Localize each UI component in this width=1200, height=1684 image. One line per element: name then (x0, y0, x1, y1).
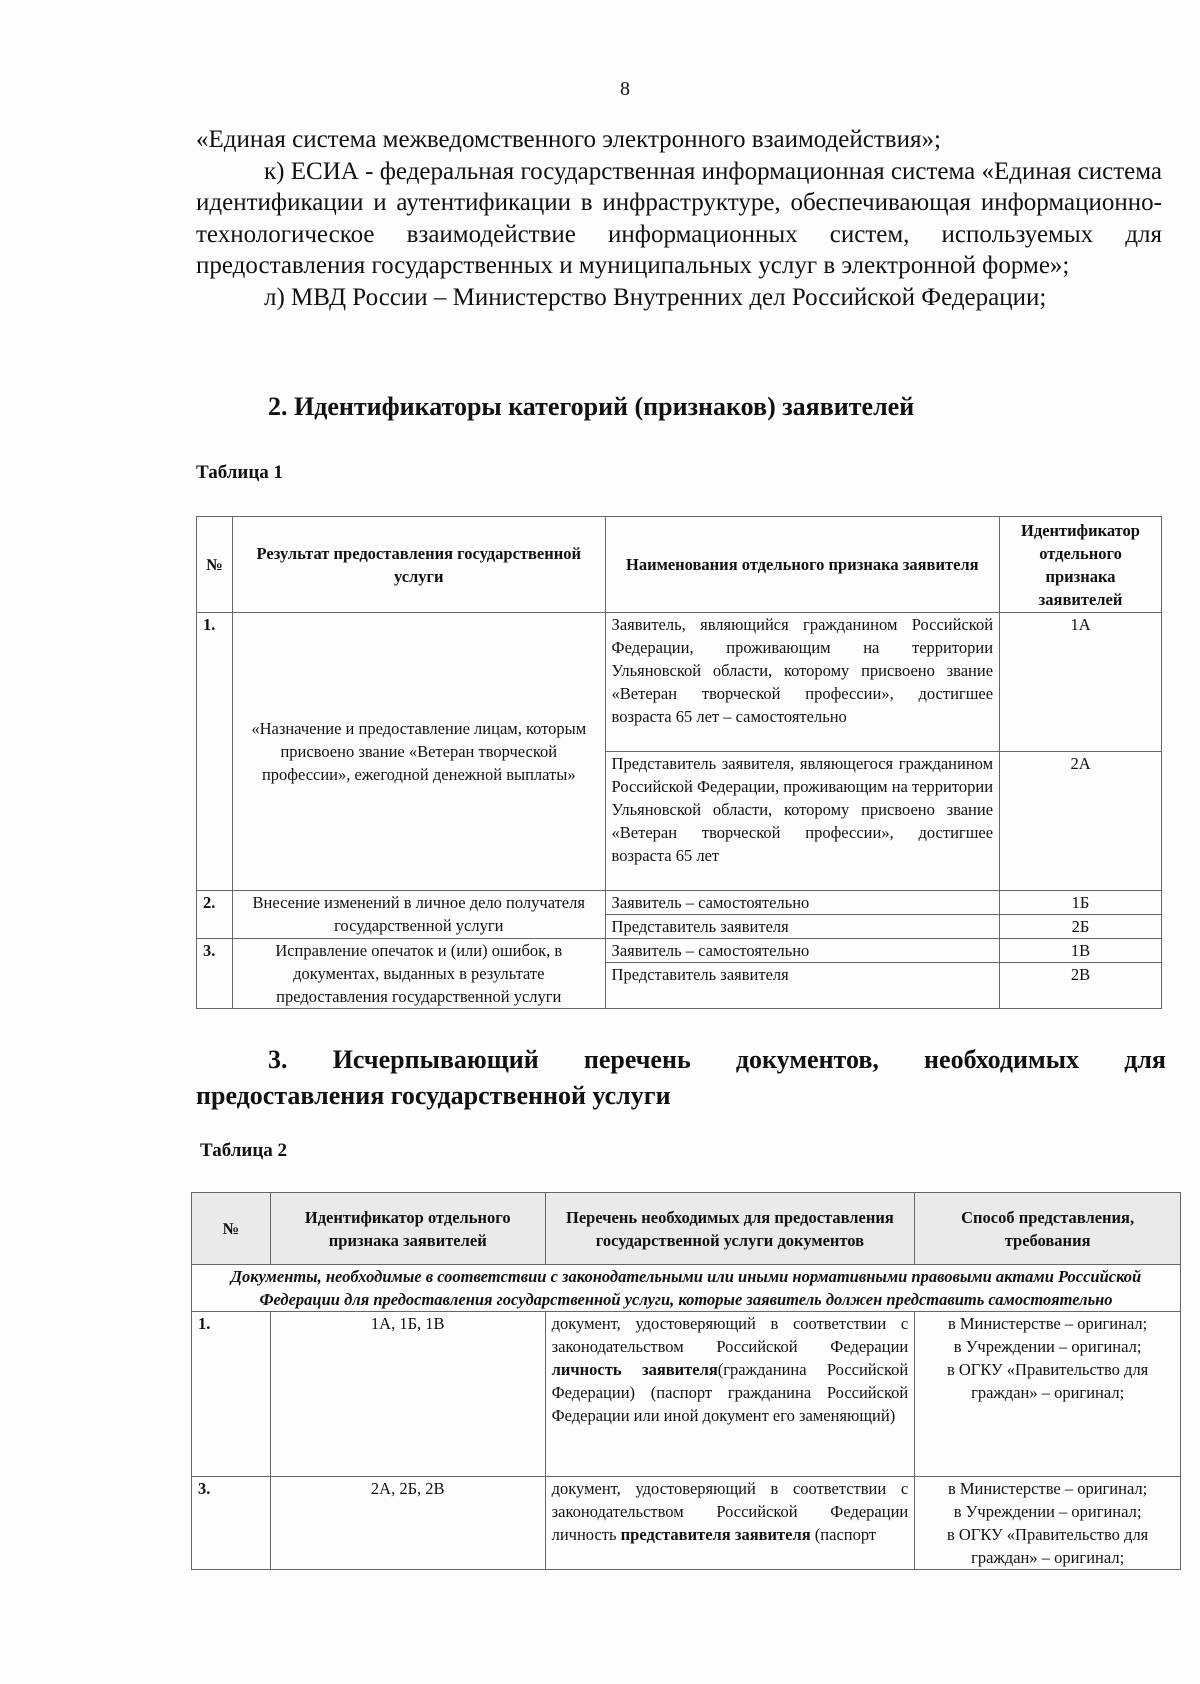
table-row (192, 1477, 1181, 1570)
attribute-name: Представитель заявителя, являющегося гражданином Российской Федерации, проживающим на территории Ульяновской области, которому присвоено звание «Ветеран творческой профессии», достигшее возраста 65 лет (605, 752, 1000, 891)
col-documents-header: Перечень необходимых для предоставления государственной услуги документов (545, 1193, 915, 1265)
table-1 (196, 516, 1162, 1009)
col-method-header: Способ представления, требования (915, 1193, 1181, 1265)
document-text-end: (гражданина Российской Федерации) (паспорт гражданина Российской Федерации или иной документ его заменяющий) (551, 1360, 909, 1425)
attribute-id: 1Б (1000, 891, 1162, 915)
section-row-text: Документы, необходимые в соответствии с законодательными или иными нормативными правовыми актами Российской Федерации для предоставления государственной услуги, которые заявитель должен представить самостоятельно (192, 1265, 1181, 1312)
section-3-heading (196, 1042, 1166, 1114)
attribute-id: 2А (1000, 752, 1162, 891)
method-item: в Министерстве – оригинал; (947, 1314, 1148, 1333)
document-bold-text: представителя заявителя (620, 1525, 811, 1544)
attribute-name: Заявитель, являющийся гражданином Российской Федерации, проживающим на территории Ульяновской области, которому присвоено звание «Ветеран творческой профессии», достигшее возраста 65 лет – самостоятельно (605, 613, 1000, 752)
document-bold-text: личность заявителя (551, 1360, 718, 1379)
method-item: в Учреждении – оригинал; (953, 1337, 1142, 1356)
method-item: в Учреждении – оригинал; (953, 1502, 1142, 1521)
document-text: документ, удостоверяющий в соответствии с законодательством Российской Федерации (551, 1314, 909, 1356)
col-identifier-header: Идентификатор отдельного признака заявителей (270, 1193, 545, 1265)
row-document (545, 1312, 915, 1477)
col-number-header: № (197, 517, 233, 613)
row-number: 3. (192, 1477, 271, 1570)
attribute-name: Заявитель – самостоятельно (605, 891, 1000, 915)
section-2-heading: 2. Идентификаторы категорий (признаков) заявителей (268, 392, 915, 421)
definition-k: к) ЕСИА - федеральная государственная информационная система «Единая система идентификации и аутентификации в инфраструктуре, обеспечивающая информационно-технологическое взаимодействие информационных систем, используемых для предоставления государственных и муниципальных услуг в электронной форме»; (196, 157, 1162, 279)
table-row (197, 939, 1162, 963)
table-row (197, 613, 1162, 752)
row-result: Исправление опечаток и (или) ошибок, в документах, выданных в результате предоставления государственной услуги (232, 939, 605, 1009)
section-3-heading-line1: 3. Исчерпывающий перечень документов, необходимых для (268, 1045, 1166, 1074)
table-2 (191, 1192, 1181, 1570)
attribute-name: Заявитель – самостоятельно (605, 939, 1000, 963)
row-number: 3. (197, 939, 233, 1009)
document-text: документ, удостоверяющий в соответствии с законодательством Российской Федерации личность (551, 1479, 909, 1544)
attribute-id: 1А (1000, 613, 1162, 752)
col-attribute-header: Наименования отдельного признака заявителя (605, 517, 1000, 613)
row-number: 1. (197, 613, 233, 891)
table-2-caption: Таблица 2 (200, 1140, 288, 1161)
row-document (545, 1477, 915, 1570)
method-item: в ОГКУ «Правительство для граждан» – оригинал; (946, 1360, 1149, 1402)
document-text-end: (паспорт (810, 1525, 877, 1544)
attribute-name: Представитель заявителя (605, 915, 1000, 939)
row-identifiers: 1А, 1Б, 1В (270, 1312, 545, 1477)
row-identifiers: 2А, 2Б, 2В (270, 1477, 545, 1570)
page-number: 8 (620, 78, 630, 100)
section-3-heading-line2: предоставления государственной услуги (196, 1081, 671, 1110)
table-row (197, 891, 1162, 915)
col-result-header: Результат предоставления государственной услуги (232, 517, 605, 613)
method-item: в ОГКУ «Правительство для граждан» – оригинал; (946, 1525, 1149, 1567)
row-result: «Назначение и предоставление лицам, которым присвоено звание «Ветеран творческой профессии», ежегодной денежной выплаты» (232, 613, 605, 891)
row-number: 2. (197, 891, 233, 939)
attribute-id: 2Б (1000, 915, 1162, 939)
row-methods (915, 1312, 1181, 1477)
table-2-header (192, 1193, 1181, 1265)
table-1-header (197, 517, 1162, 613)
attribute-name: Представитель заявителя (605, 963, 1000, 1009)
attribute-id: 1В (1000, 939, 1162, 963)
attribute-id: 2В (1000, 963, 1162, 1009)
row-number: 1. (192, 1312, 271, 1477)
definition-l: л) МВД России – Министерство Внутренних дел Российской Федерации; (264, 283, 1047, 311)
col-identifier-header: Идентификатор отдельного признака заявителей (1000, 517, 1162, 613)
row-result: Внесение изменений в личное дело получателя государственной услуги (232, 891, 605, 939)
intro-text (196, 124, 1162, 313)
method-item: в Министерстве – оригинал; (947, 1479, 1148, 1498)
row-methods (915, 1477, 1181, 1570)
table-1-caption: Таблица 1 (196, 462, 284, 483)
col-number-header: № (192, 1193, 271, 1265)
definition-j-end: «Единая система межведомственного электронного взаимодействия»; (196, 126, 941, 153)
section-row (192, 1265, 1181, 1312)
table-row (192, 1312, 1181, 1477)
